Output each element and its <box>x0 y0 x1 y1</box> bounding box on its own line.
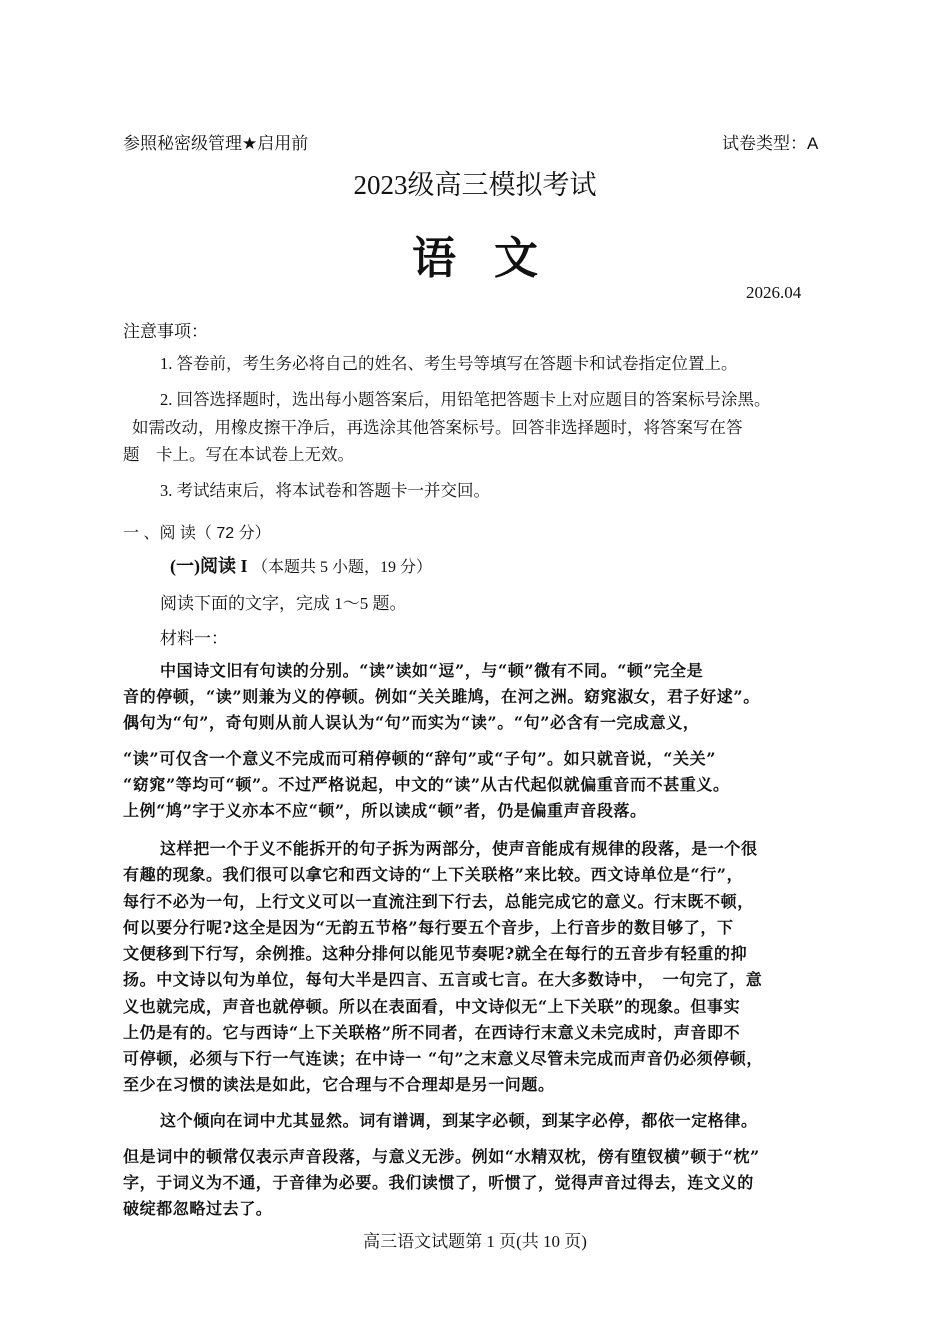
body-line: 偶句为“句”，奇句则从前人误认为“句”而实为“读”。“句”必含有一完成意义， <box>123 713 700 732</box>
reading-note: （本题共 5 小题，19 分） <box>252 559 433 576</box>
body-line: 上仍是有的。它与西诗“上下关联格”所不同者，在西诗行末意义未完成时，声音即不 <box>123 1023 741 1042</box>
reading-title: (一)阅读 I <box>170 556 248 576</box>
subject-title: 语文 <box>412 234 576 283</box>
note-line: 如需改动，用橡皮擦干净后，再选涂其他答案标号。回答非选择题时，将答案写在答 <box>132 418 743 437</box>
note-line: 2. 回答选择题时，选出每小题答案后，用铅笔把答题卡上对应题目的答案标号涂黑。 <box>160 390 771 409</box>
body-line: 至少在习惯的读法是如此，它合理与不合理却是另一问题。 <box>123 1075 555 1094</box>
exam-date: 2026.04 <box>746 283 802 302</box>
body-line: 这样把一个于义不能拆开的句子拆为两部分，使声音能成有规律的段落，是一个很 <box>160 839 758 858</box>
body-line: 中国诗文旧有句读的分别。“读”读如“逗”，与“顿”微有不同。“顿”完全是 <box>160 661 704 680</box>
body-line: 音的停顿，“读”则兼为义的停顿。例如“关关雎鸠，在河之洲。窈窕淑女，君子好逑”。 <box>123 687 760 706</box>
body-line: 上例“鸠”字于义亦本不应“顿”，所以读成“顿”者，仍是偏重声音段落。 <box>123 801 647 820</box>
material-label: 材料一： <box>160 629 228 648</box>
note-line: 题 卡上。写在本试卷上无效。 <box>123 445 354 464</box>
body-line: 但是词中的顿常仅表示声音段落，与意义无涉。例如“水精双枕，傍有堕钗横”顿于“枕” <box>123 1147 760 1166</box>
section-heading: 一 、阅 读（ 72 分） <box>123 525 271 542</box>
body-line: 每行不必为一句，上行文义可以一直流注到下行去，总能完成它的意义。行末既不顿， <box>123 892 754 911</box>
body-line: 有趣的现象。我们很可以拿它和西文诗的“上下关联格”来比较。西文诗单位是“行”， <box>123 865 744 884</box>
body-line: “读”可仅含一个意义不完成而可稍停顿的“辞句”或“子句”。如只就音说，“关关” <box>123 749 717 768</box>
note-line: 1. 答卷前，考生务必将自己的姓名、考生号等填写在答题卡和试卷指定位置上。 <box>160 354 738 373</box>
body-line: 字，于词义为不通，于音律为必要。我们读惯了，听惯了，觉得声音过得去，连文义的 <box>123 1173 754 1192</box>
exam-title: 2023级高三模拟考试 <box>353 170 597 200</box>
body-line: 扬。中文诗以句为单位，每句大半是四言、五言或七言。在大多数诗中， 一句完了，意 <box>123 970 763 989</box>
reading-heading <box>170 552 432 578</box>
body-line: 可停顿，必须与下行一气连读；在中诗一 “句”之末意义尽管未完成而声音仍必须停顿， <box>123 1049 763 1068</box>
page-footer: 高三语文试题第 1 页(共 10 页) <box>363 1232 587 1251</box>
body-line: “窈窕”等均可“顿”。不过严格说起，中文的“读”从古代起似就偏重音而不甚重义。 <box>123 775 730 794</box>
notes-heading: 注意事项： <box>123 322 208 341</box>
body-line: 破绽都忽略过去了。 <box>123 1199 273 1218</box>
body-line: 这个倾向在词中尤其显然。词有谱调，到某字必顿，到某字必停，都依一定格律。 <box>160 1111 758 1130</box>
body-line: 义也就完成，声音也就停顿。所以在表面看，中文诗似无“上下关联”的现象。但事实 <box>123 997 741 1016</box>
note-line: 3. 考试结束后，将本试卷和答题卡一并交回。 <box>160 481 490 500</box>
reading-instruction: 阅读下面的文字，完成 1～5 题。 <box>160 594 407 613</box>
secret-level-label: 参照秘密级管理★启用前 <box>123 134 309 153</box>
body-line: 何以要分行呢?这全是因为“无韵五节格”每行要五个音步，上行音步的数目够了，下 <box>123 918 734 937</box>
paper-type-label: 试卷类型：A <box>722 134 819 153</box>
body-line: 文便移到下行写，余例推。这种分排何以能见节奏呢?就全在每行的五音步有轻重的抑 <box>123 944 748 963</box>
